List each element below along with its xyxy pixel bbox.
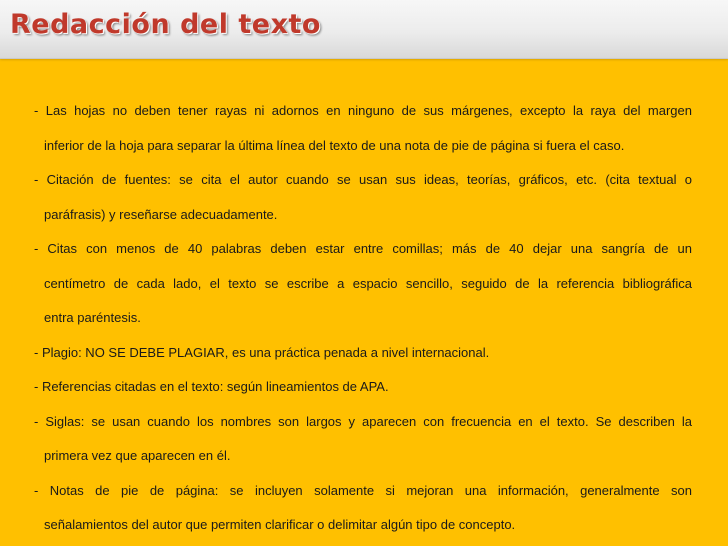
paragraph-line: - Citas con menos de 40 palabras deben estar entre comillas; más de 40 dejar una sangría de un — [34, 241, 692, 256]
title-bar — [0, 0, 728, 59]
slide-body — [34, 94, 692, 543]
paragraph-line: inferior de la hoja para separar la última línea del texto de una nota de pie de página si fuera el caso. — [44, 137, 625, 153]
paragraph-line: - Plagio: NO SE DEBE PLAGIAR, es una práctica penada a nivel internacional. — [34, 344, 490, 360]
bullet-paragraph — [34, 163, 692, 232]
slide-title: Redacción del texto — [10, 9, 321, 40]
paragraph-line: - Siglas: se usan cuando los nombres son largos y aparecen con frecuencia en el texto. Se describen la — [34, 413, 692, 429]
paragraph-line: primera vez que aparecen en él. — [44, 448, 231, 463]
paragraph-line: señalamientos del autor que permiten clarificar o delimitar algún tipo de concepto. — [44, 517, 516, 532]
bullet-paragraph — [34, 474, 692, 543]
bullet-paragraph — [34, 370, 692, 405]
paragraph-line: - Citación de fuentes: se cita el autor cuando se usan sus ideas, teorías, gráficos, etc. (cita textual o — [34, 172, 692, 187]
bullet-paragraph — [34, 405, 692, 474]
bullet-paragraph — [34, 336, 692, 371]
paragraph-line: entra paréntesis. — [44, 310, 141, 325]
paragraph-line: - Referencias citadas en el texto: según lineamientos de APA. — [34, 379, 389, 394]
bullet-paragraph — [34, 94, 692, 163]
paragraph-line: paráfrasis) y reseñarse adecuadamente. — [44, 206, 278, 222]
paragraph-line: - Notas de pie de página: se incluyen solamente si mejoran una información, generalmente son — [34, 482, 692, 498]
paragraph-line: - Las hojas no deben tener rayas ni adornos en ninguno de sus márgenes, excepto la raya del margen — [34, 103, 692, 118]
paragraph-line: centímetro de cada lado, el texto se escribe a espacio sencillo, seguido de la referencia bibliográfica — [44, 275, 692, 291]
bullet-paragraph — [34, 232, 692, 336]
